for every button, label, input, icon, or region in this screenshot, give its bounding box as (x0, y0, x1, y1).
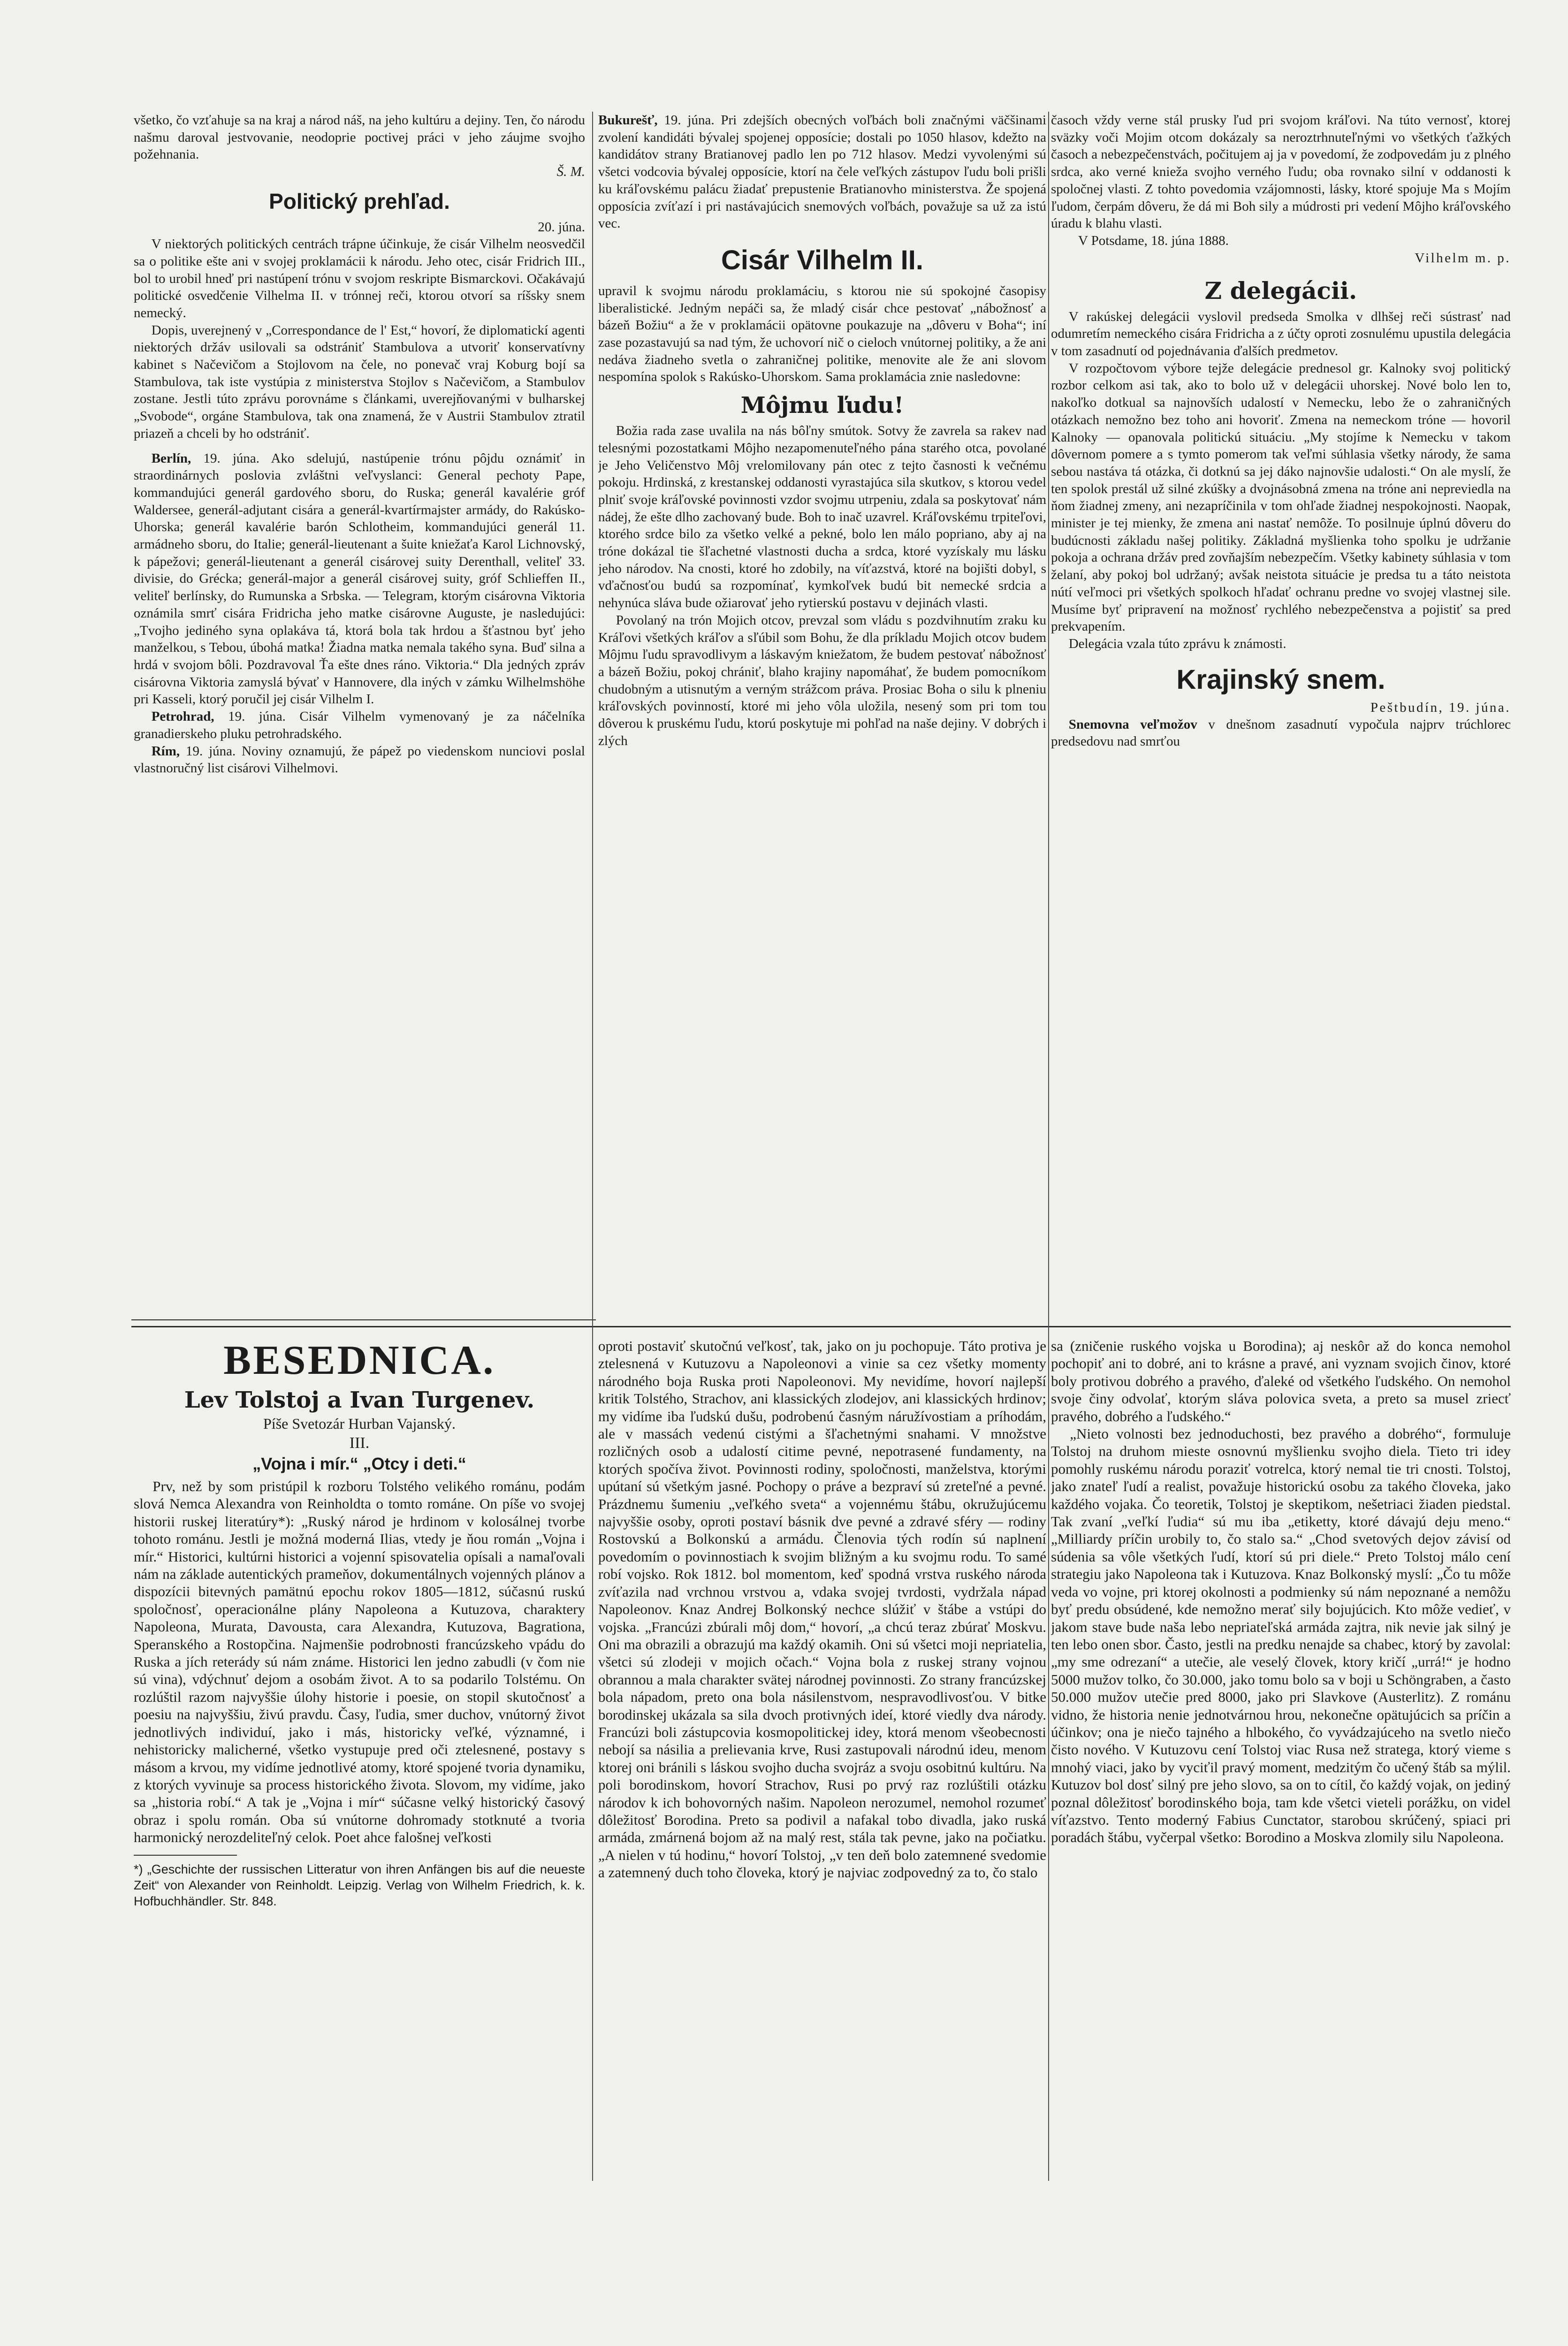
feuilleton-divider (131, 1326, 1511, 1327)
article-text (134, 743, 585, 777)
dateline-place: Bukurešť, (598, 113, 658, 128)
column-2-news (598, 112, 1046, 1321)
article-text: Delegácia vzala túto zprávu k známosti. (1068, 636, 1286, 651)
article-text: Noviny oznamujú, že pápež po viedenskom nunciovi poslal vlastnoručný list cisárovi Vilhelmovi. (134, 743, 585, 776)
article-text: upravil k svojmu národu proklamáciu, s ktorou nie sú spokojné časopisy liberalistické. Jedným nepáči sa, že mladý cisár chce pestovať „nábožnosť a bázeň Božiu“ a že v proklamácii opätovne poukazuje na „dôveru v Boha“; iní zase pozastavujú sa nad tým, že uchovorí nič o cieloch vnútornej politiky, a že ani nedáva žiadneho svetla o zahraničnej politike, menovite ale že ani slovom nespomína spolok s Rakúsko-Uhorskom. Sama proklamácia znie nasledovne: (598, 283, 1046, 385)
news-divider (131, 1319, 596, 1320)
article-text: časoch vždy verne stál prusky ľud pri svojom kráľovi. Na túto vernosť, ktorej sväzky voči Mojim otcom dokázaly sa neroztrhnuteľnými vo všetkých ťažkých časoch a nebezpečenstvách, počitujem aj ja v povedomí, že zodpovedám ju z plného srdca, ako verné knieža svojho verného ľudu; oba rovnako silní v oddanosti k spoločnej vlasti. Z tohto povedomia vzájomnosti, lásky, ktoré spojuje Ma s Mojím ľudom, čerpám dôveru, že dá mi Boh sily a múdrosti pri vedení Môjho kráľovského úradu k blahu vlasti. (1051, 113, 1511, 231)
section-heading: Z delegácii. (1204, 276, 1357, 305)
article-text: všetko, čo vzťahuje sa na kraj a národ náš, na jeho kultúru a dejiny. Ten, čo národu našmu daroval jestvovanie, neodoprie poctivej práci v jeho záujme svojho požehnania. (134, 113, 585, 162)
dateline-place: Berlín, (151, 450, 191, 466)
proclamation-heading: Môjmu ľudu! (740, 392, 904, 419)
article-text (134, 708, 585, 742)
article-text: Cisár Vilhelm vymenovaný je za náčelníka granadierskeho pluku petrohradského. (134, 709, 585, 741)
article-text: V rozpočtovom výbore tejže delegácie prednesol gr. Kalnoky svoj politický rozbor celkom asi tak, ako to bolo už v delegácii uhorskej. Nové bolo len to, nakoľko dotkual sa najnovších udalostí v Nemecku, lebo že o zahraničných otázkach nemožno bez toho ani hovoriť. Zmena na nemeckom tróne — hovoril Kalnoky — opanovala politickú situáciu. „My stojíme k Nemecku v takom dôvernom pomere a s tymto pomerom tak veľmi súhlasia všetky národy, že sama sebou nastáva tá otázka, či dotknú sa jej dáko najnovšie udalosti.“ On ale myslí, že ten spolok prestál už silné zkúšky a dvojnásobná zmena na tróne ani nepreviedla na ňom žiadnej zmeny, ani nezapríčinila v tom ohľade žiadnej nespokojnosti. Naopak, minister je tej mienky, že zmena ani nastať nemôže. To posilnuje úplnú dôveru do budúcnosti základu našej politiky. Základná myšlienka toho spolku je udržanie pokoja a ochrana držáv pred zovňajším nebezpečím. Všetky kabinety súhlasia v tom želaní, aby pokoj bol udržaný; avšak neistota situácie je predsa tu a táto neistota nútí veľmoci pri všetkých spolkoch hľadať ochranu predne vo svojej vlastnej sile. Musíme byť pripravení na možnosť rychlého nebezpečenstva a pojistiť sa pred prekvapením. (1051, 360, 1511, 634)
article-part-number: III. (349, 1434, 370, 1452)
dateline-date: 19. júna. (203, 450, 260, 466)
article-author: Píše Svetozár Hurban Vajanský. (263, 1415, 456, 1432)
article-subtitle: „Vojna i mír.“ „Otcy i deti.“ (252, 1454, 466, 1473)
dateline-date: 19. júna. (664, 113, 715, 128)
besednica-column-3 (1051, 1337, 1511, 2182)
article-text: Božia rada zase uvalila na nás bôľny smútok. Sotvy že zavrela sa rakev nad telesnými pozostatkami Môjho nezapomenuteľného pána starého otca, povolané je Jeho Veličenstvo Môj vrelomilovany pán otec z tejto časnosti k večnému pokoju. Hrdinská, z krestanskej oddanosti vyrastajúca sila skutkov, s ktorou vedel plniť svoje kráľovské povinnosti vzdor svojmu utrpeniu, zdala sa poskytovať nám nádej, že ešte dlho zachovaný bude. Boh to inač uzavrel. Kráľovskému trpiteľovi, ktorého srdce bilo za všetko velké a pekné, bolo len málo popriano, aby aj na tróne dokázal tie šľachetné vlastnosti ducha a srdca, ktoré vyzískaly mu lásku jeho národov. Na cnosti, ktoré ho zdobily, na víťazstvá, ktoré na bojišti dobyl, s vďačnosťou budú sa rozpomínať, kymkoľvek budú bit nemecké srdcia a nehynúca sláva bude ožiarovať jeho rytierskú postavu v dejinách vlasti. (598, 423, 1046, 611)
footnote (134, 1861, 585, 1909)
column-rule (592, 112, 593, 2181)
section-heading: Cisár Vilhelm II. (721, 244, 923, 275)
article-text: v dnešnom zasadnutí vypočula najprv trúchlorec predsedovu nad smrťou (1051, 716, 1511, 749)
article-text: Prv, než by som pristúpil k rozboru Tolstého velikého románu, podám slová Nemca Alexandra von Reinholdta o tomto románe. On píše vo svojej historii ruskej literatúry*): „Ruský národ je hrdinom v kolosálnej tvorbe tohoto románu. Jestli je možná moderná Ilias, vtedy je ňou román „Vojna i mír.“ Historici, kultúrni historici a vojenní spisovatelia opísali a namaľovali nám na základe autentických prameňov, dokumentálnych vojenných plánov a dispozícii bitevných pamätnú epochu rokov 1805—1812, súčasnú ruskú spoločnosť, operacionálne plány Napoleona a Kutuzova, charaktery Napoleona, Murata, Davousta, cara Alexandra, Kutuzova, Bagrationa, Speranského a Rostopčina. Najmenšie podrobnosti francúzskeho vpádu do Ruska a jích reterády sú nám známe. Historici len jedno zabudli (v čom nie sú vina), vdýchnuť dejom a osobám život. A to sa podarilo Tolstému. On rozlúštil razom najvyššie úlohy historie i poesie, on stopil skutočnosť a poesiu na najvyššiu, živú pravdu. Časy, ľudia, smer duchov, vnútorný život jednotlivých individuí, jako i más, historicky veľké, významné, i nehistoricky malicherné, všetko vystupuje pred oči ztelesnené, postavy s másom a krvou, my vidíme jednotlivé atomy, ktoré spojené tvoria dynamiku, z ktorých vyvinuje sa process historického života. Slovom, my vidíme, jako sa „historia robí.“ A tak je „Vojna i mír“ súčasne velký historický časový obraz i spolu román. Oba sú vnútorne dohromady stotknuté a tvoria harmonický nerozdeliteľný celok. Poet ahce falošnej veľkosti (134, 1478, 585, 1846)
besednica-column-1 (134, 1337, 585, 2182)
column-3-news (1051, 112, 1511, 1321)
footnote-rule (134, 1855, 237, 1856)
article-text (134, 450, 585, 708)
signature: Vilhelm m. p. (1415, 250, 1511, 266)
section-heading: Krajinský snem. (1176, 664, 1385, 695)
signature: Š. M. (556, 164, 585, 180)
dateline: 20. júna. (538, 220, 585, 235)
column-1-news (134, 112, 585, 1321)
dateline-place: Rím, (151, 743, 180, 759)
article-text: oproti postaviť skutočnú veľkosť, tak, jako on ju pochopuje. Táto protiva je ztelesnená v Kutuzovu a Napoleonovi a vinie sa cez všetky momenty národného boja Ruska proti Napoleonovi. My nevidíme, hovorí najlepší kritik Tolstého, Strachov, ani klassických zlodejov, ani klassických hrdinov; my vidíme iba ľudskú dušu, podrobenú časným náružívostiam a príhodám, ale v massách vedenú cistými a šľachetnými snahami. V množstve rozličných osob a udalostí citime pevné, nepotrasené fundamenty, na ktorých spočíva život. Povinnosti rodiny, spoločnosti, manželstva, ktorými upútaní sú všetkým jasné. Pochopy o práve a bezpraví sú zreteľné a pevné. Prázdnemu šumeniu „veľkého sveta“ a vojennému štábu, okružujúcemu najvyššie osoby, oproti postaví básnik dve pevné a zdravé sféry — rodiny Rostovskú a Bolkonskú a armádu. Členovia tých rodín sú naplnení povedomím o povinnostiach k svojim bližným a ku svojmu rodu. To samé robí vojsko. Rok 1812. bol momentom, keď spodná vrstva ruského národa zvíťazila nad vrchnou vrstvou a, vdaka svojej tvrdosti, vydržala nápad Napoleonov. Knaz Andrej Bolkonský nechce slúžiť v štábe a vstúpi do vojska. „Francúzi zbúrali môj dom,“ hovorí, „a chcú teraz zbúrať Moskvu. Oni ma obrazili a obrazujú ma každý okamih. Oni sú všetci moji nepriatelia, všetci sú zlodeji v mojich očach.“ Vojna bola z ruskej strany vojnou obrannou a mala charakter svätej národnej povinnosti. Zo strany francúzskej bola nápadom, preto ona bola násilenstvom, nespravodlivosťou. V bitke borodinskej ukázala sa sila dvoch protivných ideí, ktoré viedly dva národy. Francúzi boli zástupcovia kosmopolitickej idey, ktorá menom všeobecnosti nebojí sa násilia a prelievania krve, Rusi zastupovali národnú ideu, menom ktorej oni bránili s láskou svojho ducha svojráz a svoju osobitnú kultúru. Na poli borodinskom, hovorí Strachov, Rusi po prvý raz rozlúštili otázku národov k ich bohovorných našim. Napoleon nerozumel, nemohol rozumeť dôležitosť Borodina. Preto sa podivil a nafakal tobo divadla, jako ruská armáda, zmárnená bojom až na malý rest, stála tak pevne, jako na počiatku. „A nielen v tú hodinu,“ hovorí Tolstoj, „v ten deň bolo zatemnené svedomie a zatemnený duch toho človeka, ktorý je najviac zodpovedný za to, čo stalo (598, 1338, 1046, 1881)
lead-words: Snemovna veľmožov (1068, 716, 1197, 732)
dateline-place: Petrohrad, (151, 709, 214, 724)
article-text (1051, 716, 1511, 750)
article-text: V rakúskej delegácii vyslovil predseda Smolka v dlhšej reči sústrasť nad odumretím nemeckého cisára Fridricha a z účty oproti zosnulému upustila delegácia v tom zasadnutí od pojednávania ďalších predmetov. (1051, 309, 1511, 359)
article-text: „Nieto volnosti bez jednoduchosti, bez pravého a dobrého“, formuluje Tolstoj na druhom mieste osnovnú myšlienku svojho diela. Tieto tri idey pomohly ruskému národu poraziť votrelca, ktorý nemal tie tri cnosti. Tolstoj, jako znateľ ľudí a realist, považuje historickú osobu za takého človeka, jako každého vojaka. Čo teoretik, Tolstoj je skeptikom, nešetriaci žiaden piedstal. Tak zvaní „veľkí ľudia“ sú mu iba „etiketty, ktoré dávajú deju meno.“ „Milliardy príčin urobily to, čo stalo sa.“ „Chod svetových dejov závisí od súdenia sa vôle všetkých ľudí, ktorí sú pri diele.“ Preto Tolstoj málo cení strategiu jako Napoleona tak i Kutuzova. Knaz Bolkonský myslí: „Čo tu môže veda vo vojne, pri ktorej okolnosti a podmienky sú nám nepoznané a nemôžu byť predu obsúdené, kde nemožno merať sily bojujúcich. Kto môže vedieť, v jakom stave bude naša lebo nepriateľská armáda zajtra, nik nevie jak silný je ten lebo onen sbor. Často, jestli na predku nenajde sa chabec, ktorý by zavolal: „my sme odrezaní“ a utečie, ale veselý človek, ktory kričí „urrá!“ je hodno 5000 mužov tolko, čo 30.000, jako tomu bolo sa v boji u Schöngraben, a často 50.000 mužov utečie pred 8000, jako pri Slavkove (Austerlitz). Z románu vidno, že historia nenie jednotvárnou hrou, nekonečne opätujúcich sa príčin a účinkov; ona je niečo tajného a hlbokého, čo vyvádzajúceho na svetlo niečo čisto nového. V Kutuzovu cení Tolstoj viac Rusa než stratega, ktorý vieme s mnohý viaci, jako by vyciťil pravý moment, medzitým čo učený štáb sa mýlil. Kutuzov bol dosť silný pre jeho slovo, sa on to cítil, čo každý vojak, on jediný poznal dôležitosť borodinského boja, tam kde všetci vieteli porážku, on videl víťazstvo. Tento moderný Fabius Cunctator, starobou skrúčený, spiaci pri poradách štábu, vyčerpal všetko: Borodino a Moskva zlomily silu Napoleona. (1051, 1425, 1511, 1846)
column-rule (1048, 112, 1049, 2181)
footnote-text: *) „Geschichte der russischen Litteratur von ihren Anfängen bis auf die neueste Zeit“ von Alexander von Reinholdt. Leipzig. Verlag von Wilhelm Friedrich, k. k. Hofbuchhändler. Str. 848. (134, 1862, 585, 1908)
dateline: Peštbudín, 19. júna. (1370, 700, 1511, 715)
article-text: Dopis, uverejnený v „Correspondance de l' Est,“ hovorí, že diplomatickí agenti niektorých držáv usilovali sa odstrániť Stambulova a utvoriť konservatívny kabinet s Načevičom a Stojlovom na čele, no ponevač vraj Koburg bojí sa Stambulova, tak iste vystúpia z ministerstva Stojlov s Načevičom, a Stambulov zostane. Jestli túto zprávu porovnáme s článkami, uverejňovanými v bulharskej „Svobode“, orgáne Stambulova, tak ona znamená, že v Austrii Stambulov ztratil priazeň a chceli by ho odstrániť. (134, 322, 585, 441)
section-heading: Politický prehľad. (269, 189, 450, 214)
article-text: Ako sdelujú, nastúpenie trónu pôjdu oznámiť in straordinárnych poslovia zvláštni veľvyslanci: General pechoty Pape, kommandujúci generál gardového sboru, do Ruska; generál kavalérie gróf Waldersee, generál-adjutant cisára a generál-kvartírmajster armády, do Rakúsko-Uhorska; generál kavalérie barón Schlotheim, kommandujúci generál 11. armádneho sboru, do Italie; generál-lieutenant a šuite kniežaťa Karol Lichnovský, k pápežovi; generál-lieutenant a generál cisárovej suity Derenthall, veliteľ 33. divisie, do Grécka; generál-major a generál cisárovej suity, gróf Schlieffen II., veliteľ berlínsky, do Rumunska a Srbska. — Telegram, ktorým cisárovna Viktoria oznámila smrť cisára Fridricha jeho matke cisárovne Auguste, je nasledujúci: „Tvojho jediného syna oplakáva tá, ktorá bola tak hrdou a šťastnou byť jeho manželkou, s Tebou, úbohá matka! Žiadna matka nemala takého syna. Buď silna a hrdá v svojom bôli. Pozdravoval Ťa ešte dnes ráno. Viktoria.“ Dla jedných zpráv cisárovna Viktoria zamyslá bývať v Hannovere, dla iných v zámku Wilhelmshöhe pri Kasseli, ktorý poručil jej cisár Vilhelm I. (134, 450, 585, 707)
besednica-title: BESEDNICA. (223, 1338, 495, 1383)
besednica-column-2 (598, 1337, 1046, 2182)
article-text: sa (zničenie ruského vojska u Borodina); aj neskôr až do konca nemohol pochopiť ani to dobré, ani to krásne a pravé, ani vyznam svojich činov, ktoré boly protivou dobrého a pravého, ďaleké od všetkého ľudského. On nemohol svoje činy odvolať, ktorým sláva polovica sveta, a preto sa musel zriecť pravého, dobrého a ľudského.“ (1051, 1338, 1511, 1424)
article-title: Lev Tolstoj a Ivan Turgenev. (184, 1387, 535, 1413)
article-text (598, 112, 1046, 232)
article-text: V niektorých politických centrách trápne účinkuje, že cisár Vilhelm neosvedčil sa o politike ešte ani v svojej proklamácii k národu. Jeho otec, cisár Fridrich III., bol to urobil hneď pri nastúpení trónu v svojom reskripte Bismarckovi. Očakávajú politické osvedčenie Vilhelma II. v trónnej reči, ktorou otvorí sa ríšsky snem nemecký. (134, 236, 585, 320)
dateline-date: 19. júna. (185, 743, 236, 759)
dateline-date: 19. júna. (228, 709, 286, 724)
article-text: Pri zdejších obecných voľbách boli značnými väčšinami zvolení kandidáti bývalej spojenej opposície; dostali po 1050 hlasov, kdežto na kandidátov strany Bratianovej padlo len po 712 hlasov. Medzi vyvolenými sú všetci vodcovia bývalej opposície, ktorí na čele veľkých zástupov ľudu boli prišli ku kráľovskému palácu žiadať prepustenie Bratianovho ministerstva. Že spojená opposícia zvíťazí i pri nastávajúcich snemových voľbách, považuje sa už za istú vec. (598, 113, 1046, 231)
article-text: Povolaný na trón Mojich otcov, prevzal som vládu s pozdvihnutím zraku ku Kráľovi všetkých kráľov a sľúbil som Bohu, že dla príkladu Mojich otcov budem Môjmu ľudu spravodlivym a láskavým kniežatom, že budem pestovať nábožnosť a bázeň Božiu, pokoj chrániť, blaho krajiny napomáhať, že budem pomocníkom chudobným a utisnutým a verným strážcom práva. Prosiac Boha o silu k plneniu kráľovských povinností, ktoré mi jeho vôla uložila, nesený som pri tom tou dôverou k pruskému ľudu, ktorú poskytuje mi pohľad na naše dejiny. V dobrých i zlých (598, 612, 1046, 748)
dateline: V Potsdame, 18. júna 1888. (1078, 233, 1229, 248)
